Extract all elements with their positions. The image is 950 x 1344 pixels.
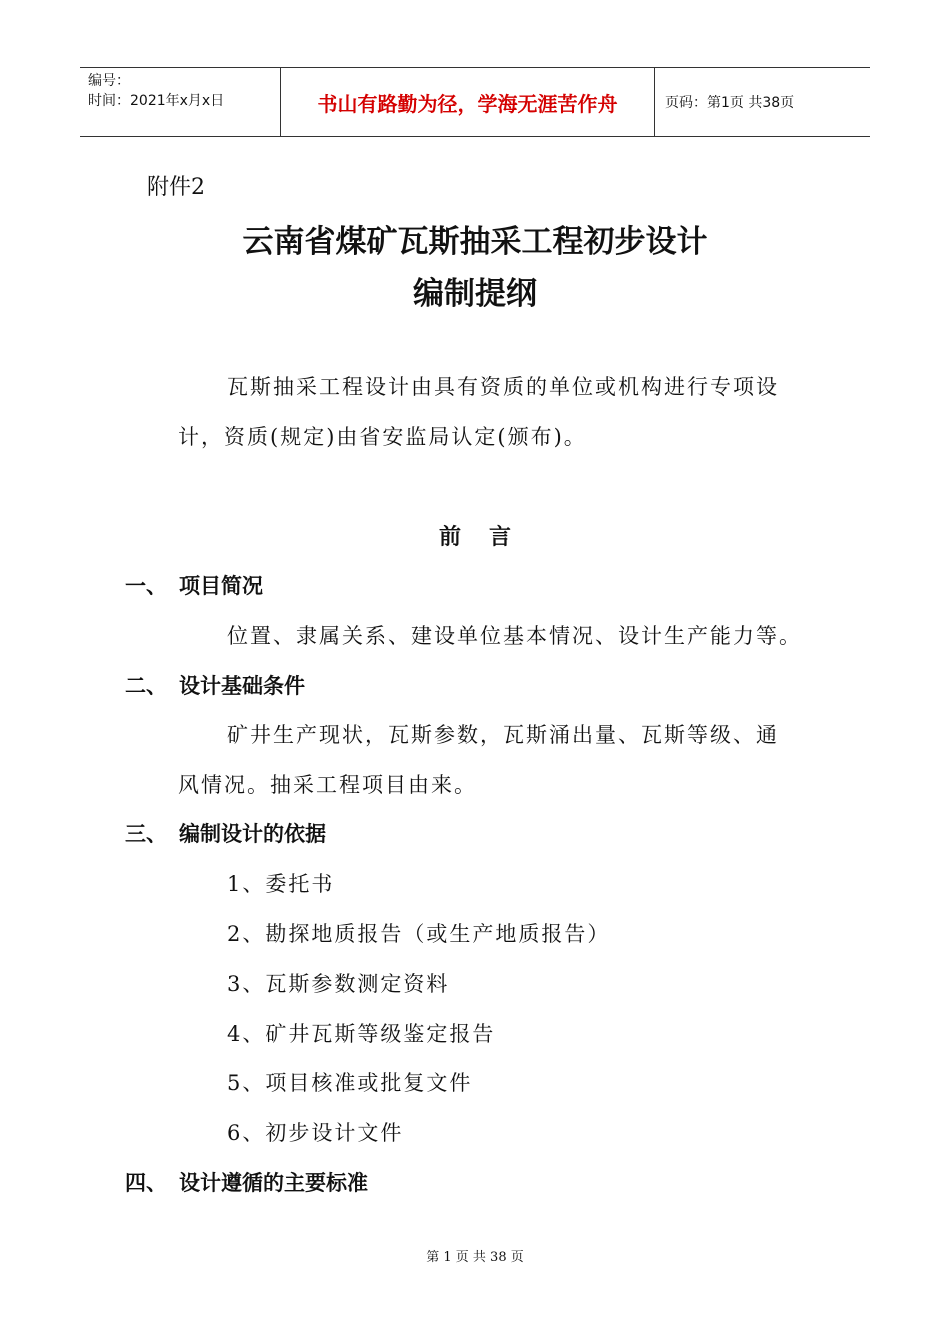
section-2-text-line-1: 矿井生产现状，瓦斯参数，瓦斯涌出量、瓦斯等级、通 (227, 723, 779, 747)
section-number: 二、 (125, 674, 167, 698)
basis-item: 1、委托书 (227, 872, 335, 896)
document-subtitle: 编制提纲 (413, 276, 537, 312)
section-number: 一、 (125, 574, 167, 598)
time-label: 时间：2021年x月x日 (88, 93, 225, 109)
attachment-label: 附件2 (147, 175, 205, 200)
section-heading-1 (125, 570, 263, 600)
section-number: 四、 (125, 1171, 167, 1195)
intro-line-2: 计，资质(规定)由省安监局认定(颁布)。 (178, 425, 587, 449)
basis-item: 5、项目核准或批复文件 (227, 1071, 473, 1095)
basis-item: 2、勘探地质报告（或生产地质报告） (227, 922, 611, 946)
section-heading-4 (125, 1167, 368, 1197)
intro-line-1: 瓦斯抽采工程设计由具有资质的单位或机构进行专项设 (227, 375, 779, 399)
section-number: 三、 (125, 822, 167, 846)
preface-char-1: 前 (438, 525, 461, 550)
page-header (80, 67, 870, 137)
header-meta (80, 68, 281, 136)
preface-char-2: 言 (489, 525, 512, 550)
section-2-text-line-2: 风情况。抽采工程项目由来。 (178, 773, 477, 797)
section-heading-2 (125, 670, 305, 700)
header-motto: 书山有路勤为径，学海无涯苦作舟 (281, 68, 655, 136)
section-title: 编制设计的依据 (179, 822, 326, 846)
number-label: 编号： (88, 73, 130, 89)
document-title: 云南省煤矿瓦斯抽采工程初步设计 (242, 224, 708, 260)
basis-item: 3、瓦斯参数测定资料 (227, 972, 450, 996)
preface-heading (0, 520, 950, 551)
section-title: 设计基础条件 (179, 674, 305, 698)
section-title: 设计遵循的主要标准 (179, 1171, 368, 1195)
page-footer: 第 1 页 共 38 页 (426, 1250, 524, 1265)
section-heading-3 (125, 818, 326, 848)
section-title: 项目简况 (179, 574, 263, 598)
basis-item: 6、初步设计文件 (227, 1121, 404, 1145)
section-1-text: 位置、隶属关系、建设单位基本情况、设计生产能力等。 (227, 624, 802, 648)
header-page-info: 页码：第1页 共38页 (665, 95, 795, 111)
basis-item: 4、矿井瓦斯等级鉴定报告 (227, 1022, 496, 1046)
